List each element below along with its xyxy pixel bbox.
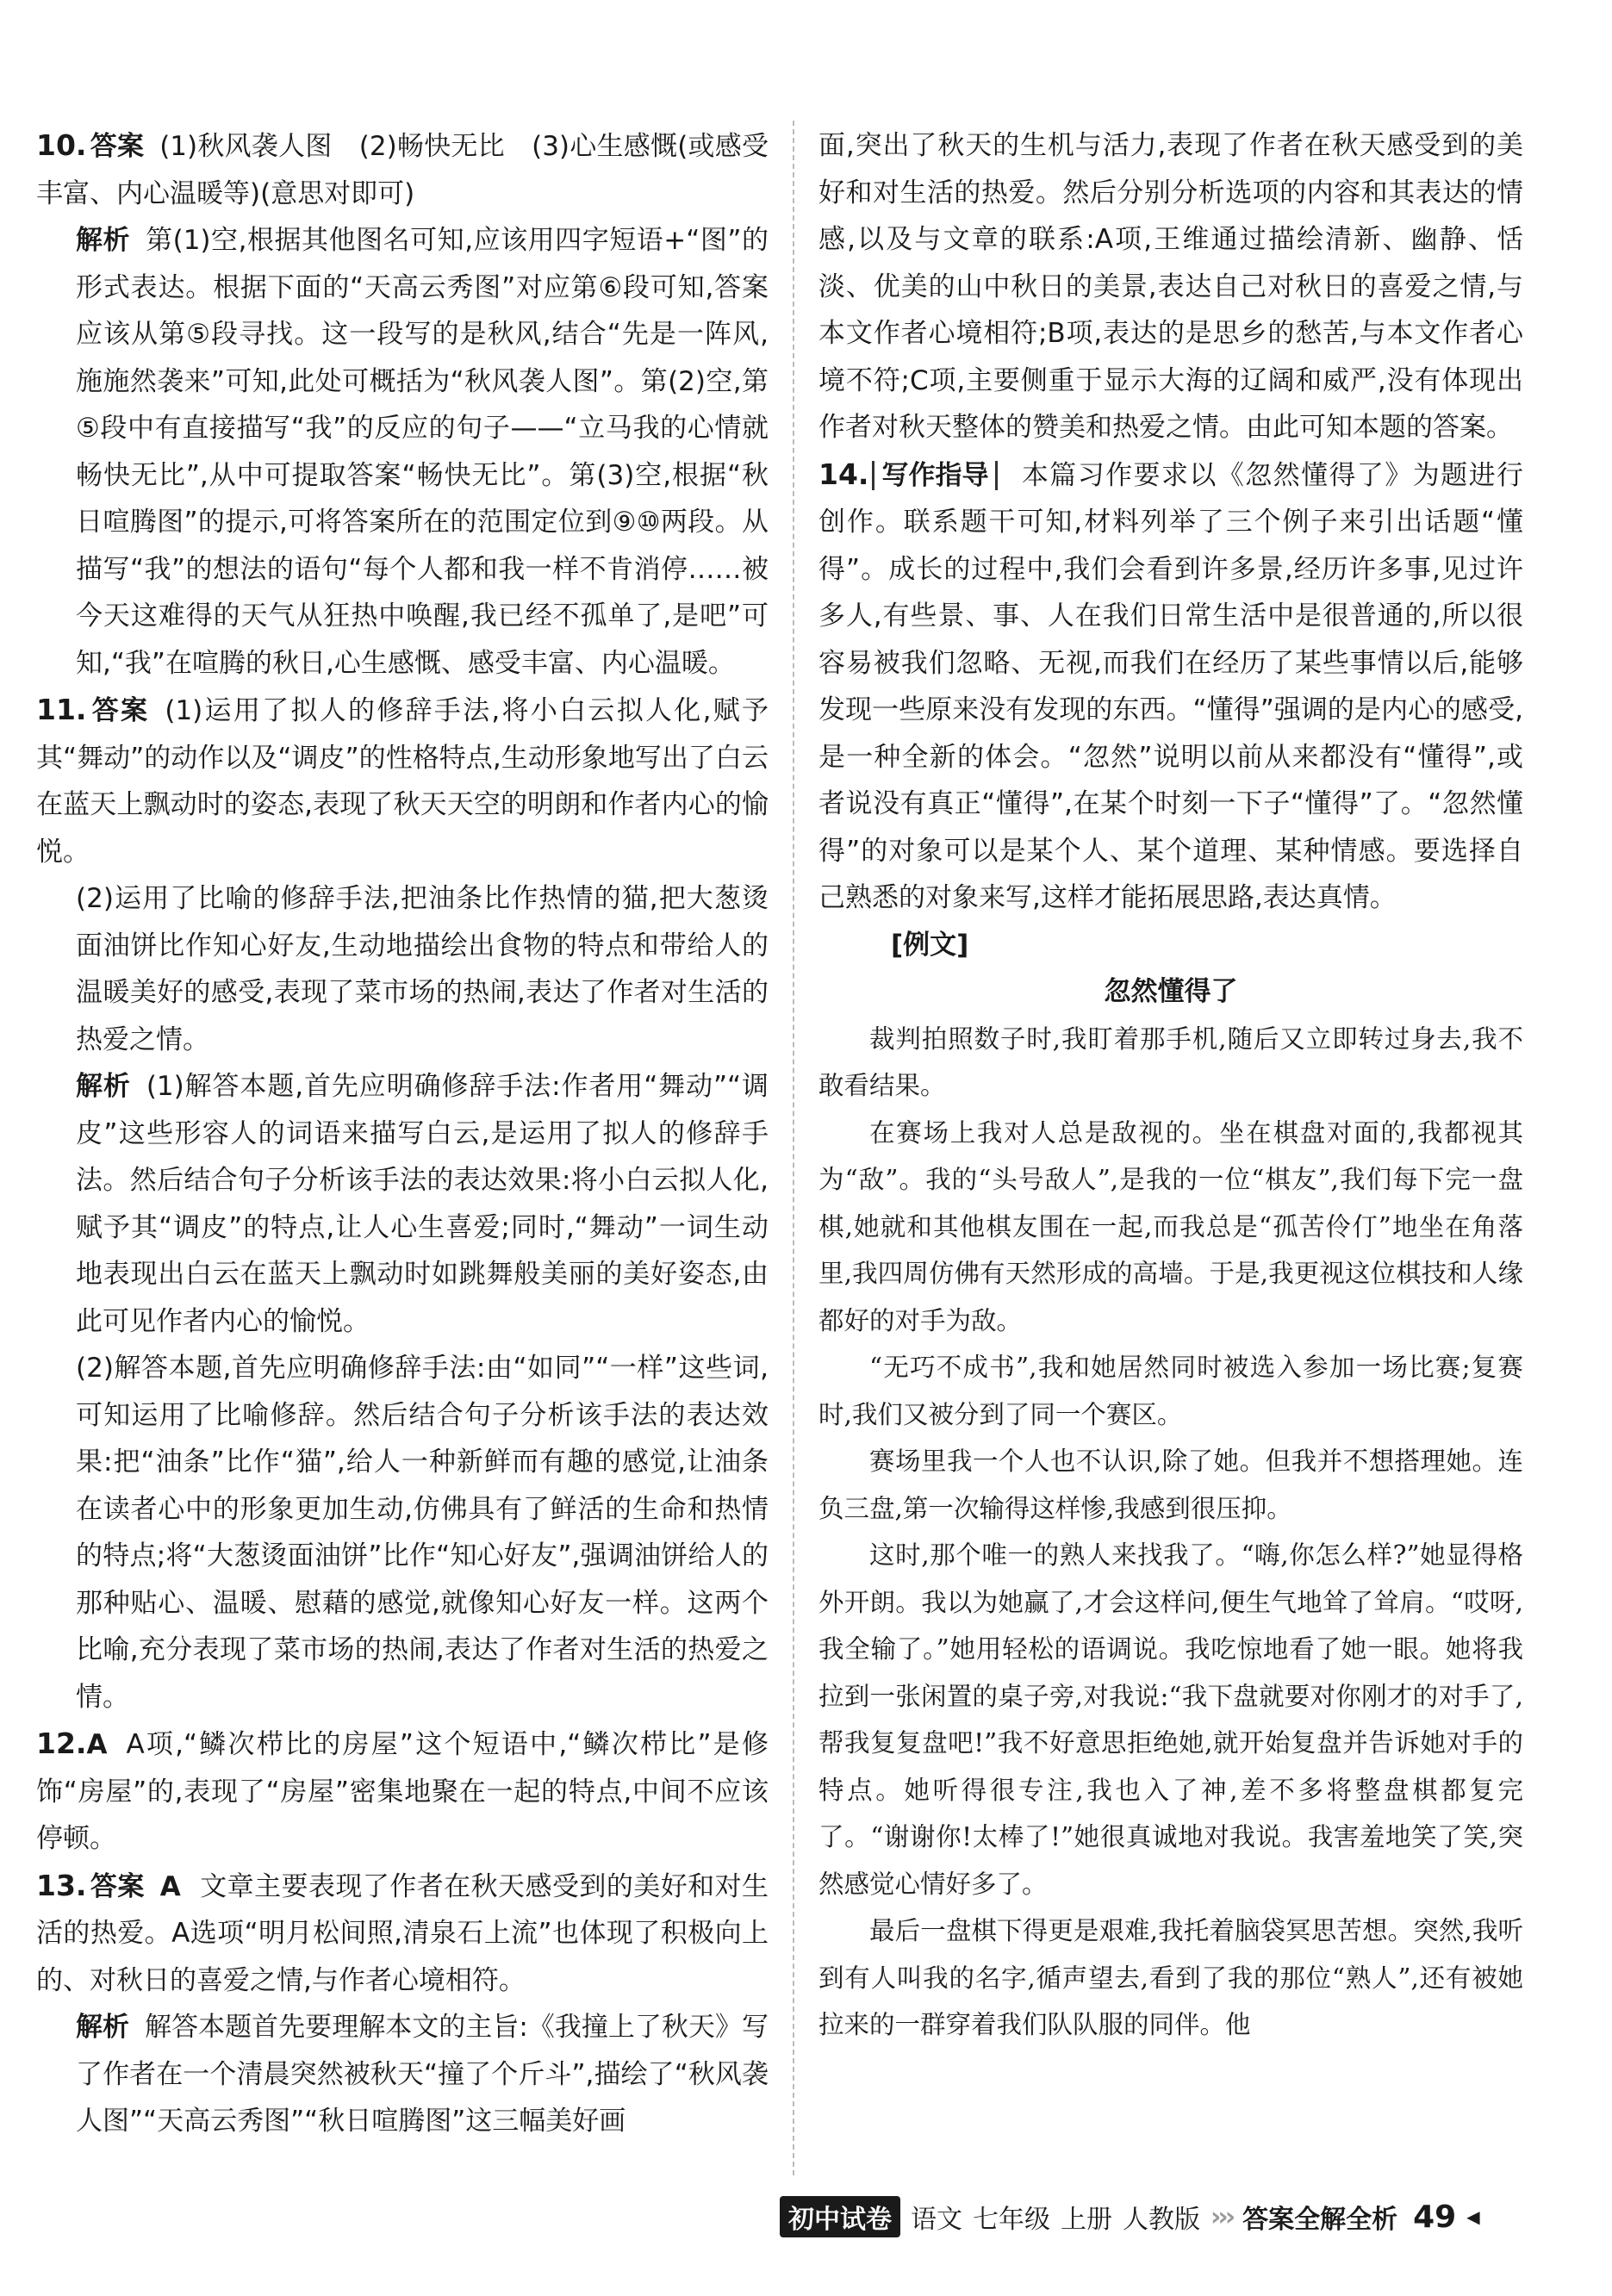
footer-title: 答案全解全析 — [1242, 2205, 1398, 2235]
edition-label: 人教版 — [1123, 2205, 1200, 2235]
essay-paragraph: 这时,那个唯一的熟人来找我了。“嗨,你怎么样?”她显得格外开朗。我以为她赢了,才会这样问,便生气地耸了耸肩。“哎呀,我全输了。”她用轻松的语调说。我吃惊地看了她一眼。她将我拉到一张闲置的桌子旁,对我说:“我下盘就要对你刚才的对手了,帮我复复盘吧!”我不好意思拒绝她,就开始复盘并告诉她对手的特点。她听得很专注,我也入了神,差不多将整盘棋都复完了。“谢谢你!太棒了!”她很真诚地对我说。我害羞地笑了笑,突然感觉心情好多了。 — [818, 1540, 1523, 1899]
essay-title: 忽然懂得了 — [1104, 976, 1238, 1007]
grade-label: 七年级 — [973, 2205, 1050, 2235]
question-11 — [36, 687, 769, 1720]
column-divider — [793, 121, 794, 2175]
question-number: 12. — [36, 1727, 87, 1760]
page-number: 49 — [1413, 2199, 1457, 2235]
question-number: 14. — [818, 457, 869, 491]
analysis-text: (2)解答本题,首先应明确修辞手法:由“如同”“一样”这些词,可知运用了比喻修辞。然后结合句子分析该手法的表达效果:把“油条”比作“猫”,给人一种新鲜而有趣的感觉,让油条在读者心中的形象更加生动,仿佛具有了鲜活的生命和热情的特点;将“大葱烫面油饼”比作“知心好友”,强调油饼给人的那种贴心、温暖、慰藉的感觉,就像知心好友一样。这两个比喻,充分表现了菜市场的热闹,表达了作者对生活的热爱之情。 — [76, 1353, 769, 1713]
analysis-label: 解析 — [76, 225, 131, 256]
series-brand: 初中试卷 — [780, 2196, 900, 2237]
answer-text: 文章主要表现了作者在秋天感受到的美好和对生活的热爱。A选项“明月松间照,清泉石上流”也体现了积极向上的、对秋日的喜爱之情,与作者心境相符。 — [36, 1870, 769, 1996]
answer-label: 答案 — [90, 695, 150, 726]
analysis-text: 解答本题首先要理解本文的主旨:《我撞上了秋天》写了作者在一个清晨突然被秋天“撞了个斤斗”,描绘了“秋风袭人图”“天高云秀图”“秋日喧腾图”这三幅美好画 — [76, 2012, 769, 2137]
example-label: [例文] — [891, 929, 969, 961]
essay-paragraph: 裁判拍照数子时,我盯着那手机,随后又立即转过身去,我不敢看结果。 — [818, 1024, 1523, 1100]
question-number: 10. — [36, 128, 87, 162]
left-column — [36, 122, 769, 2145]
answer-text: (2)运用了比喻的修辞手法,把油条比作热情的猫,把大葱烫面油饼比作知心好友,生动地描绘出食物的特点和带给人的温暖美好的感受,表现了菜市场的热闹,表达了作者对生活的热爱之情。 — [76, 883, 769, 1055]
writing-guide-text: 本篇习作要求以《忽然懂得了》为题进行创作。联系题干可知,材料列举了三个例子来引出话题“懂得”。成长的过程中,我们会看到许多景,经历许多事,见过许多人,有些景、事、人在我们日常生活中是很普通的,所以很容易被我们忽略、无视,而我们在经历了某些事情以后,能够发现一些原来没有发现的东西。“懂得”强调的是内心的感受,是一种全新的体会。“忽然”说明以前从来都没有“懂得”,或者说没有真正“懂得”,在某个时刻一下子“懂得”了。“忽然懂得”的对象可以是某个人、某个道理、某种情感。要选择自己熟悉的对象来写,这样才能拓展思路,表达真情。 — [818, 459, 1523, 913]
analysis-label: 解析 — [76, 2012, 130, 2043]
essay-paragraph: 赛场里我一个人也不认识,除了她。但我并不想搭理她。连负三盘,第一次输得这样惨,我感到很压抑。 — [818, 1447, 1523, 1523]
answer-label: 答案 — [90, 1870, 145, 1902]
analysis-continued: 面,突出了秋天的生机与活力,表现了作者在秋天感受到的美好和对生活的热爱。然后分别分析选项的内容和其表达的情感,以及与文章的联系:A项,王维通过描绘清新、幽静、恬淡、优美的山中秋日的美景,表达自己对秋日的喜爱之情,与本文作者心境相符;B项,表达的是思乡的愁苦,与本文作者心境不符;C项,主要侧重于显示大海的辽阔和威严,没有体现出作者对秋天整体的赞美和热爱之情。由此可知本题的答案。 — [818, 130, 1523, 443]
question-14 — [818, 451, 1523, 2049]
answer-text: (1)秋风袭人图 (2)畅快无比 (3)心生感慨(或感受丰富、内心温暖等)(意思对即可) — [36, 131, 769, 209]
subject-label: 语文 — [911, 2205, 962, 2235]
question-10 — [36, 122, 769, 687]
triangle-left-icon: ◀ — [1466, 2206, 1480, 2227]
writing-guide-label: 写作指导 — [872, 461, 998, 490]
answer-text: (1)运用了拟人的修辞手法,将小白云拟人化,赋予其“舞动”的动作以及“调皮”的性格特点,生动形象地写出了白云在蓝天上飘动时的姿态,表现了秋天天空的明朗和作者内心的愉悦。 — [36, 695, 769, 868]
chevron-right-icon: ››› — [1211, 2201, 1233, 2232]
answer-text: A项,“鳞次栉比的房屋”这个短语中,“鳞次栉比”是修饰“房屋”的,表现了“房屋”密集地聚在一起的特点,中间不应该停顿。 — [36, 1729, 769, 1854]
page-footer — [780, 2195, 1480, 2238]
answer-choice: A — [159, 1870, 181, 1902]
essay-body — [818, 1016, 1523, 2049]
analysis-text: (1)解答本题,首先应明确修辞手法:作者用“舞动”“调皮”这些形容人的词语来描写白云,是运用了拟人的修辞手法。然后结合句子分析该手法的表达效果:将小白云拟人化,赋予其“调皮”的特点,让人心生喜爱;同时,“舞动”一词生动地表现出白云在蓝天上飘动时如跳舞般美丽的美好姿态,由此可见作者内心的愉悦。 — [76, 1071, 769, 1337]
answer-choice: A — [86, 1729, 108, 1760]
essay-paragraph: 在赛场上我对人总是敌视的。坐在棋盘对面的,我都视其为“敌”。我的“头号敌人”,是我的一位“棋友”,我们每下完一盘棋,她就和其他棋友围在一起,而我总是“孤苦伶仃”地坐在角落里,我四周仿佛有天然形成的高墙。于是,我更视这位棋技和人缘都好的对手为敌。 — [818, 1117, 1523, 1335]
analysis-text: 第(1)空,根据其他图名可知,应该用四字短语+“图”的形式表达。根据下面的“天高云秀图”对应第⑥段可知,答案应该从第⑤段寻找。这一段写的是秋风,结合“先是一阵风,施施然袭来”可知,此处可概括为“秋风袭人图”。第(2)空,第⑤段中有直接描写“我”的反应的句子——“立马我的心情就畅快无比”,从中可提取答案“畅快无比”。第(3)空,根据“秋日喧腾图”的提示,可将答案所在的范围定位到⑨⑩两段。从描写“我”的想法的语句“每个人都和我一样不肯消停……被今天这难得的天气从狂热中唤醒,我已经不孤单了,是吧”可知,“我”在喧腾的秋日,心生感慨、感受丰富、内心温暖。 — [76, 225, 769, 679]
essay-paragraph: “无巧不成书”,我和她居然同时被选入参加一场比赛;复赛时,我们又被分到了同一个赛区。 — [818, 1353, 1523, 1429]
right-column — [818, 122, 1523, 2049]
question-number: 13. — [36, 1868, 87, 1902]
analysis-label: 解析 — [76, 1071, 131, 1102]
question-12 — [36, 1720, 769, 1863]
volume-label: 上册 — [1061, 2205, 1112, 2235]
question-13 — [36, 1863, 769, 2145]
answer-label: 答案 — [90, 131, 145, 162]
question-number: 11. — [36, 693, 87, 726]
essay-paragraph: 最后一盘棋下得更是艰难,我托着脑袋冥思苦想。突然,我听到有人叫我的名字,循声望去,看到了我的那位“熟人”,还有被她拉来的一群穿着我们队队服的同伴。他 — [818, 1916, 1523, 2039]
